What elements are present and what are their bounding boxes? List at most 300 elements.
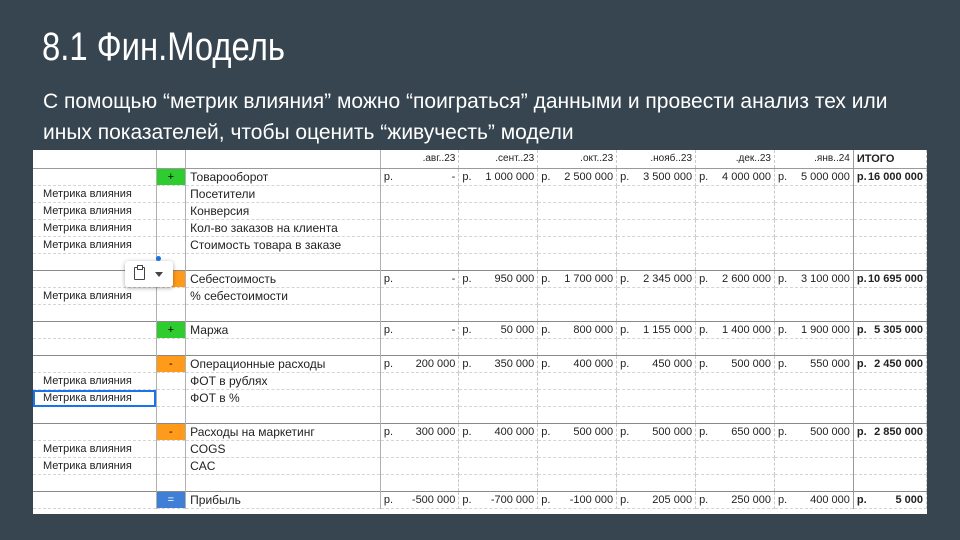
amount: 500 000 [810,426,850,438]
value-cell[interactable] [459,186,538,203]
indicator-name-cell[interactable]: Расходы на маркетинг [186,424,381,441]
value-cell[interactable] [617,424,696,441]
paste-options-button[interactable] [125,261,173,287]
value-cell[interactable] [538,288,617,305]
amount: 2 345 000 [643,273,693,285]
value-cell[interactable] [380,169,458,186]
value-cell[interactable] [380,186,458,203]
indicator-name-cell[interactable]: ФОТ в % [186,390,381,407]
month-header[interactable]: .авг..23 [380,150,458,169]
value-cell[interactable] [459,220,538,237]
value-cell[interactable] [696,339,775,356]
currency-label: р. [856,171,867,183]
marker-cell[interactable] [156,305,186,322]
total-cell[interactable] [853,288,926,305]
value-cell[interactable] [538,237,617,254]
header-cell[interactable] [156,150,186,169]
value-cell[interactable] [538,169,617,186]
value-cell[interactable] [696,254,775,271]
currency-label: р. [462,324,472,336]
value-cell[interactable] [617,339,696,356]
value-cell[interactable] [459,356,538,373]
indicator-name-cell[interactable]: Прибыль [186,492,381,509]
value-cell[interactable] [617,356,696,373]
total-cell[interactable] [853,169,926,186]
value-cell[interactable] [696,186,775,203]
currency-label: р. [699,494,709,506]
value-cell[interactable] [696,475,775,492]
value-cell[interactable] [459,237,538,254]
marker-cell[interactable] [156,203,186,220]
value-cell[interactable] [459,475,538,492]
amount: 500 000 [573,426,614,438]
currency-label: р. [699,171,709,183]
value-cell[interactable] [538,186,617,203]
total-cell[interactable] [853,458,926,475]
indicator-name-cell[interactable]: Операционные расходы [186,356,381,373]
amount: 1 000 000 [485,171,535,183]
value-cell[interactable] [774,492,853,509]
currency-label: р. [856,324,867,336]
metric-cell[interactable]: Метрика влияния [33,186,156,203]
total-cell[interactable] [853,271,926,288]
table-row [33,288,927,305]
currency-label: р. [777,426,788,438]
value-cell[interactable] [459,339,538,356]
header-cell[interactable] [186,150,381,169]
total-cell[interactable] [853,220,926,237]
value-cell[interactable] [774,441,853,458]
metric-cell[interactable] [33,339,156,356]
currency-label: р. [541,171,551,183]
total-cell[interactable] [853,373,926,390]
currency-label: р. [856,426,867,438]
value-cell[interactable] [617,441,696,458]
value-cell[interactable] [538,492,617,509]
amount: 950 000 [494,273,535,285]
metric-cell[interactable] [33,424,156,441]
amount: - [451,171,456,183]
table-row [33,305,927,322]
metric-cell[interactable]: Метрика влияния [33,441,156,458]
slide-title: 8.1 Фин.Модель [42,25,285,69]
currency-label: р. [462,426,472,438]
value-cell[interactable] [459,492,538,509]
value-cell[interactable] [380,339,458,356]
amount: 400 000 [573,358,614,370]
indicator-name-cell[interactable]: Посетители [186,186,381,203]
total-cell[interactable] [853,492,926,509]
total-cell[interactable] [853,356,926,373]
slide-subtitle: С помощью “метрик влияния” можно “поиграться” данными и провести анализ тех или иных показателей, чтобы оценить “живучесть” модели [43,90,888,144]
value-cell[interactable] [538,441,617,458]
amount: 10 695 000 [867,273,923,285]
currency-label: р. [462,171,472,183]
value-cell[interactable] [774,254,853,271]
value-cell[interactable] [459,305,538,322]
metric-cell[interactable]: Метрика влияния [33,390,156,407]
amount: 500 000 [652,426,693,438]
amount: -100 000 [569,494,614,506]
amount: 205 000 [652,494,693,506]
total-cell[interactable] [853,322,926,339]
metric-cell[interactable] [33,169,156,186]
value-cell[interactable] [617,373,696,390]
marker-cell[interactable]: - [156,424,186,441]
value-cell[interactable] [380,458,458,475]
value-cell[interactable] [774,305,853,322]
value-cell[interactable] [538,356,617,373]
currency-label: р. [856,494,867,506]
amount: 16 000 000 [867,171,923,183]
marker-cell[interactable] [156,237,186,254]
value-cell[interactable] [380,254,458,271]
value-cell[interactable] [380,356,458,373]
value-cell[interactable] [696,169,775,186]
marker-cell[interactable]: = [156,492,186,509]
indicator-name-cell[interactable]: CAC [186,458,381,475]
value-cell[interactable] [617,271,696,288]
metric-cell[interactable]: Метрика влияния [33,220,156,237]
table-row [33,237,927,254]
month-header[interactable]: .окт..23 [538,150,617,169]
value-cell[interactable] [380,203,458,220]
value-cell[interactable] [538,407,617,424]
metric-cell[interactable] [33,322,156,339]
total-cell[interactable] [853,475,926,492]
table-row [33,373,927,390]
amount: 5 000 000 [800,171,850,183]
metric-cell[interactable]: Метрика влияния [33,203,156,220]
currency-label: р. [620,171,630,183]
value-cell[interactable] [617,322,696,339]
value-cell[interactable] [380,390,458,407]
marker-cell[interactable] [156,373,186,390]
value-cell[interactable] [380,373,458,390]
total-cell[interactable] [853,254,926,271]
value-cell[interactable] [459,322,538,339]
value-cell[interactable] [696,220,775,237]
month-header[interactable]: .дек..23 [696,150,775,169]
value-cell[interactable] [696,407,775,424]
indicator-name-cell[interactable]: % себестоимости [186,288,381,305]
value-cell[interactable] [617,220,696,237]
value-cell[interactable] [380,305,458,322]
value-cell[interactable] [774,458,853,475]
value-cell[interactable] [380,475,458,492]
value-cell[interactable] [774,424,853,441]
total-cell[interactable] [853,186,926,203]
currency-label: р. [620,324,630,336]
total-cell[interactable] [853,424,926,441]
value-cell[interactable] [617,492,696,509]
month-header[interactable]: .сент..23 [459,150,538,169]
marker-cell[interactable] [156,441,186,458]
marker-cell[interactable] [156,339,186,356]
amount: - [451,273,456,285]
value-cell[interactable] [617,237,696,254]
amount: 550 000 [810,358,850,370]
amount: 1 700 000 [564,273,614,285]
value-cell[interactable] [696,305,775,322]
amount: 300 000 [415,426,456,438]
value-cell[interactable] [617,458,696,475]
value-cell[interactable] [459,203,538,220]
indicator-name-cell[interactable] [186,407,381,424]
value-cell[interactable] [774,169,853,186]
value-cell[interactable] [538,390,617,407]
value-cell[interactable] [774,271,853,288]
value-cell[interactable] [459,288,538,305]
total-cell[interactable] [853,407,926,424]
metric-cell[interactable] [33,305,156,322]
amount: 350 000 [494,358,535,370]
value-cell[interactable] [538,322,617,339]
marker-cell[interactable] [156,220,186,237]
marker-cell[interactable] [156,458,186,475]
marker-cell[interactable]: + [156,169,186,186]
chevron-down-icon[interactable] [155,272,163,277]
value-cell[interactable] [696,373,775,390]
indicator-name-cell[interactable] [186,475,381,492]
amount: 650 000 [731,426,771,438]
value-cell[interactable] [617,203,696,220]
currency-label: р. [777,171,788,183]
value-cell[interactable] [538,271,617,288]
value-cell[interactable] [459,390,538,407]
table-row [33,322,927,339]
currency-label: р. [383,324,394,336]
indicator-name-cell[interactable] [186,305,381,322]
value-cell[interactable] [696,237,775,254]
value-cell[interactable] [380,492,458,509]
metric-cell[interactable] [33,356,156,373]
value-cell[interactable] [774,475,853,492]
table-row [33,339,927,356]
value-cell[interactable] [380,407,458,424]
table-row [33,407,927,424]
table-row [33,458,927,475]
value-cell[interactable] [696,424,775,441]
currency-label: р. [462,494,472,506]
indicator-name-cell[interactable] [186,254,381,271]
indicator-name-cell[interactable]: Товарооборот [186,169,381,186]
value-cell[interactable] [459,441,538,458]
value-cell[interactable] [696,458,775,475]
metric-cell[interactable]: Метрика влияния [33,458,156,475]
value-cell[interactable] [696,288,775,305]
value-cell[interactable] [617,186,696,203]
value-cell[interactable] [380,441,458,458]
value-cell[interactable] [538,305,617,322]
table-row [33,390,927,407]
value-cell[interactable] [696,441,775,458]
amount: - [451,324,456,336]
value-cell[interactable] [617,475,696,492]
metric-cell[interactable]: Метрика влияния [33,288,156,305]
marker-cell[interactable] [156,407,186,424]
amount: 400 000 [810,494,850,506]
table-row [33,492,927,509]
value-cell[interactable] [696,271,775,288]
amount: 250 000 [731,494,771,506]
amount: -500 000 [411,494,456,506]
currency-label: р. [777,494,788,506]
value-cell[interactable] [774,220,853,237]
amount: 2 850 000 [874,426,923,438]
value-cell[interactable] [459,424,538,441]
value-cell[interactable] [696,492,775,509]
value-cell[interactable] [459,458,538,475]
value-cell[interactable] [380,237,458,254]
metric-cell[interactable] [33,407,156,424]
metric-cell[interactable] [33,475,156,492]
amount: 800 000 [573,324,614,336]
value-cell[interactable] [538,220,617,237]
currency-label: р. [856,358,867,370]
currency-label: р. [541,426,551,438]
amount: 2 500 000 [564,171,614,183]
value-cell[interactable] [459,169,538,186]
amount: 450 000 [652,358,693,370]
total-cell[interactable] [853,441,926,458]
value-cell[interactable] [617,288,696,305]
value-cell[interactable] [617,305,696,322]
currency-label: р. [383,273,394,285]
amount: 5 000 [895,494,923,506]
value-cell[interactable] [538,458,617,475]
spreadsheet[interactable] [33,150,927,514]
value-cell[interactable] [380,424,458,441]
total-cell[interactable] [853,203,926,220]
table-row [33,169,927,186]
metric-cell[interactable]: Метрика влияния [33,237,156,254]
indicator-name-cell[interactable]: Маржа [186,322,381,339]
value-cell[interactable] [696,322,775,339]
metric-cell[interactable]: Метрика влияния [33,373,156,390]
currency-label: р. [777,273,788,285]
value-cell[interactable] [538,339,617,356]
value-cell[interactable] [696,203,775,220]
amount: -700 000 [490,494,535,506]
value-cell[interactable] [459,271,538,288]
value-cell[interactable] [538,373,617,390]
indicator-name-cell[interactable] [186,339,381,356]
value-cell[interactable] [538,424,617,441]
value-cell[interactable] [774,356,853,373]
amount: 3 500 000 [643,171,693,183]
amount: 1 900 000 [800,324,850,336]
indicator-name-cell[interactable]: COGS [186,441,381,458]
marker-cell[interactable] [156,186,186,203]
indicator-name-cell[interactable]: Кол-во заказов на клиента [186,220,381,237]
currency-label: р. [699,426,709,438]
table-row [33,220,927,237]
currency-label: р. [541,358,551,370]
value-cell[interactable] [774,322,853,339]
marker-cell[interactable] [156,390,186,407]
value-cell[interactable] [774,407,853,424]
amount: 500 000 [731,358,771,370]
month-header[interactable]: .нояб..23 [617,150,696,169]
value-cell[interactable] [538,254,617,271]
value-cell[interactable] [774,339,853,356]
value-cell[interactable] [617,390,696,407]
value-cell[interactable] [459,254,538,271]
indicator-name-cell[interactable]: Стоимость товара в заказе [186,237,381,254]
currency-label: р. [699,358,709,370]
amount: 5 305 000 [874,324,923,336]
value-cell[interactable] [696,356,775,373]
marker-cell[interactable]: - [156,356,186,373]
indicator-name-cell[interactable]: ФОТ в рублях [186,373,381,390]
value-cell[interactable] [459,373,538,390]
total-cell[interactable] [853,237,926,254]
indicator-name-cell[interactable]: Конверсия [186,203,381,220]
marker-cell[interactable]: + [156,322,186,339]
indicator-name-cell[interactable]: Себестоимость [186,271,381,288]
currency-label: р. [383,426,394,438]
table-row [33,475,927,492]
value-cell[interactable] [380,271,458,288]
amount: 1 400 000 [722,324,771,336]
value-cell[interactable] [380,322,458,339]
value-cell[interactable] [538,203,617,220]
marker-cell[interactable] [156,288,186,305]
currency-label: р. [462,273,472,285]
currency-label: р. [383,171,394,183]
value-cell[interactable] [774,373,853,390]
amount: 3 100 000 [800,273,850,285]
amount: 400 000 [494,426,535,438]
currency-label: р. [620,358,630,370]
value-cell[interactable] [380,288,458,305]
value-cell[interactable] [380,220,458,237]
metric-cell[interactable] [33,492,156,509]
value-cell[interactable] [774,390,853,407]
currency-label: р. [620,494,630,506]
table-row [33,424,927,441]
month-header[interactable]: .янв..24 [774,150,853,169]
total-cell[interactable] [853,390,926,407]
currency-label: р. [541,494,551,506]
table-row [33,441,927,458]
header-cell[interactable] [33,150,156,169]
total-cell[interactable] [853,305,926,322]
total-header[interactable]: ИТОГО [853,150,926,169]
currency-label: р. [383,358,394,370]
amount: 2 600 000 [722,273,771,285]
value-cell[interactable] [617,169,696,186]
marker-cell[interactable] [156,475,186,492]
currency-label: р. [777,358,788,370]
value-cell[interactable] [774,237,853,254]
value-cell[interactable] [617,254,696,271]
currency-label: р. [462,358,472,370]
header-row [33,150,927,169]
value-cell[interactable] [538,475,617,492]
value-cell[interactable] [774,203,853,220]
value-cell[interactable] [459,407,538,424]
amount: 50 000 [500,324,535,336]
value-cell[interactable] [774,186,853,203]
value-cell[interactable] [617,407,696,424]
value-cell[interactable] [774,288,853,305]
total-cell[interactable] [853,339,926,356]
currency-label: р. [699,273,709,285]
amount: 4 000 000 [722,171,771,183]
value-cell[interactable] [696,390,775,407]
